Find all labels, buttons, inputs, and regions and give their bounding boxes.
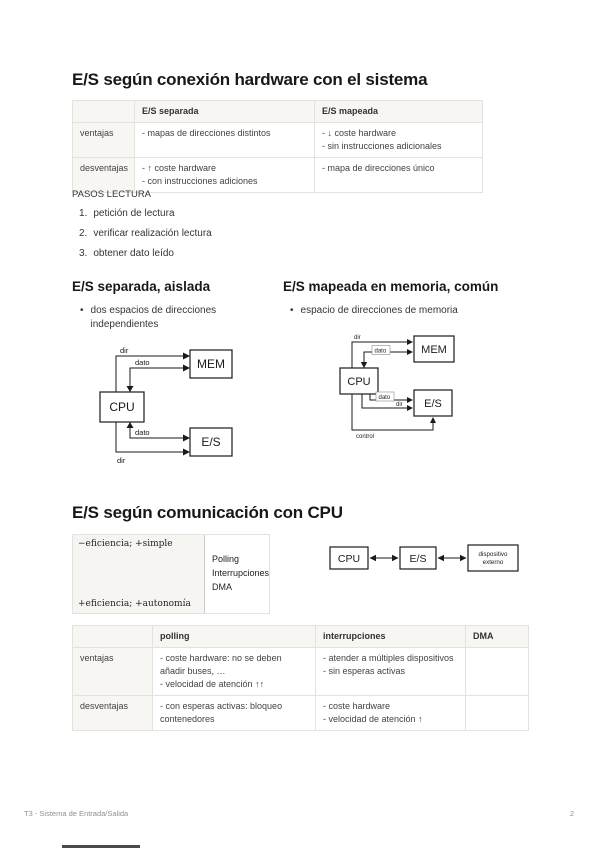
cell-separada-desventajas: - ↑ coste hardware - con instrucciones adiciones [135,158,315,193]
cpu-box-label: CPU [337,553,361,565]
row-label: ventajas [73,123,135,158]
heading-es-separada: E/S separada, aislada [72,279,211,294]
bus-label-dir: dir [120,346,129,355]
list-text: petición de lectura [93,208,175,219]
pasos-lectura-label: PASOS LECTURA [72,189,152,200]
cell-mapeada-desventajas: - mapa de direcciones único [315,158,483,193]
row-label: desventajas [73,158,135,193]
table-conexion-header-separada: E/S separada [135,101,315,123]
cell-polling-desventajas: - con esperas activas: bloqueo contenedores [153,696,316,731]
footer-page-number: 2 [569,809,574,818]
bullet-icon: • [80,305,84,316]
dispositivo-box-label: dispositivo [478,551,508,558]
es-box-label: E/S [201,435,221,449]
mem-box-label: MEM [421,344,447,356]
table-conexion-header-mapeada: E/S mapeada [315,101,483,123]
cell-separada-ventajas: - mapas de direcciones distintos [135,123,315,158]
list-text: obtener dato leído [93,248,174,259]
eficiencia-figure [72,534,270,614]
table-row-desventajas [73,158,483,193]
diagram-es-separada [88,340,240,468]
bus-label-dato: dato [135,428,150,437]
list-text: verificar realización lectura [93,228,212,239]
cell-dma-desventajas [466,696,529,731]
bus-label-dir: dir [117,456,126,465]
table-conexion-corner-cell [73,101,135,123]
table-header-row [73,626,529,648]
list-number: 3. [79,248,88,259]
bullet-text: dos espacios de direcciones independientes [90,305,217,330]
table-row-desventajas [73,696,529,731]
table-header-row [73,101,483,123]
table-row-ventajas [73,123,483,158]
list-number: 2. [79,228,88,239]
pasos-list [79,208,212,268]
bus-label-dir: dir [354,335,361,341]
table-comunicacion-header-dma: DMA [466,626,529,648]
cell-interrupciones-desventajas: - coste hardware - velocidad de atención ↑ [316,696,466,731]
list-item [79,208,212,219]
eficiencia-axis [73,535,204,613]
cell-mapeada-ventajas: - ↓ coste hardware - sin instrucciones adicionales [315,123,483,158]
bus-label-dato: dato [378,395,391,401]
cpu-box-label: CPU [347,376,371,388]
list-item [79,248,212,259]
section-title-comunicacion: E/S según comunicación con CPU [72,503,343,522]
eficiencia-bottom-label: +eficiencia; +autonomía [78,599,191,609]
diagram-es-mapeada [332,328,474,446]
es-box-label: E/S [424,398,442,410]
methods-box: Polling Interrupciones DMA [204,535,269,613]
bullet-mapeada [290,304,520,318]
bus-label-dir: dir [396,402,403,408]
cell-polling-ventajas: - coste hardware: no se deben añadir buses, … - velocidad de atención ↑↑ [153,648,316,696]
bus-label-dato: dato [374,348,387,355]
bullet-text: espacio de direcciones de memoria [300,305,458,316]
table-comunicacion-corner-cell [73,626,153,648]
cpu-box-label: CPU [109,400,135,414]
list-number: 1. [79,208,88,219]
table-comunicacion-header-interrupciones: interrupciones [316,626,466,648]
section-title-conexion: E/S según conexión hardware con el sistema [72,70,428,89]
bus-label-dato: dato [135,358,150,367]
list-item [79,228,212,239]
cell-dma-ventajas [466,648,529,696]
row-label: ventajas [73,648,153,696]
bus-label-control: control [356,434,375,440]
table-conexion [72,100,483,193]
table-row-ventajas [73,648,529,696]
es-box-label: E/S [409,553,427,565]
eficiencia-top-label: −eficiencia; +simple [78,539,173,549]
cell-interrupciones-ventajas: - atender a múltiples dispositivos - sin esperas activas [316,648,466,696]
heading-es-mapeada: E/S mapeada en memoria, común [283,279,499,294]
mem-box-label: MEM [197,357,225,371]
footer-doc-title: T3 - Sistema de Entrada/Salida [24,809,129,818]
table-comunicacion [72,625,529,731]
bullet-separada [80,304,258,332]
table-comunicacion-header-polling: polling [153,626,316,648]
bullet-icon: • [290,305,294,316]
diagram-cpu-es-dispositivo [328,540,520,576]
row-label: desventajas [73,696,153,731]
dispositivo-box-label: externo [482,559,504,566]
